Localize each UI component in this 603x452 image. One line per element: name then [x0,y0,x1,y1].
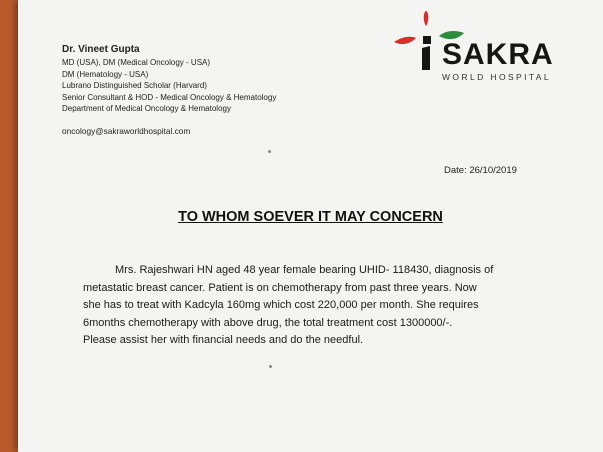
doctor-designation: Senior Consultant & HOD - Medical Oncology & Hematology [62,92,277,102]
doctor-qualification: DM (Hematology - USA) [62,69,149,79]
email-address: oncology@sakraworldhospital.com [62,126,191,136]
doctor-department: Department of Medical Oncology & Hematology [62,104,231,114]
doctor-info [62,44,276,115]
letter-page [18,0,603,452]
body-line: metastatic breast cancer. Patient is on chemotherapy from past three years. Now [83,281,477,294]
body-line: Mrs. Rajeshwari HN aged 48 year female bearing UHID- 118430, diagnosis of [115,264,494,276]
body-line: 6months chemotherapy with above drug, the total treatment cost 1300000/-. [83,316,453,329]
paper-speck [268,150,271,153]
letter-body [83,262,585,350]
hospital-subtitle: WORLD HOSPITAL [442,72,552,82]
body-line: Please assist her with financial needs and do the needful. [83,334,364,346]
body-line: she has to treat with Kadcyla 160mg which cost 220,000 per month. She requires [83,299,479,311]
hospital-logo [394,8,584,88]
hospital-name: SAKRA [442,38,554,71]
letter-date: Date: 26/10/2019 [444,165,517,176]
doctor-qualification: MD (USA), DM (Medical Oncology - USA) [62,58,211,67]
letter-heading: TO WHOM SOEVER IT MAY CONCERN [178,209,443,225]
doctor-qualification: Lubrano Distinguished Scholar (Harvard) [62,81,207,91]
doctor-name: Dr. Vineet Gupta [62,44,140,55]
body-paragraph [83,262,585,350]
paper-speck [269,365,272,368]
